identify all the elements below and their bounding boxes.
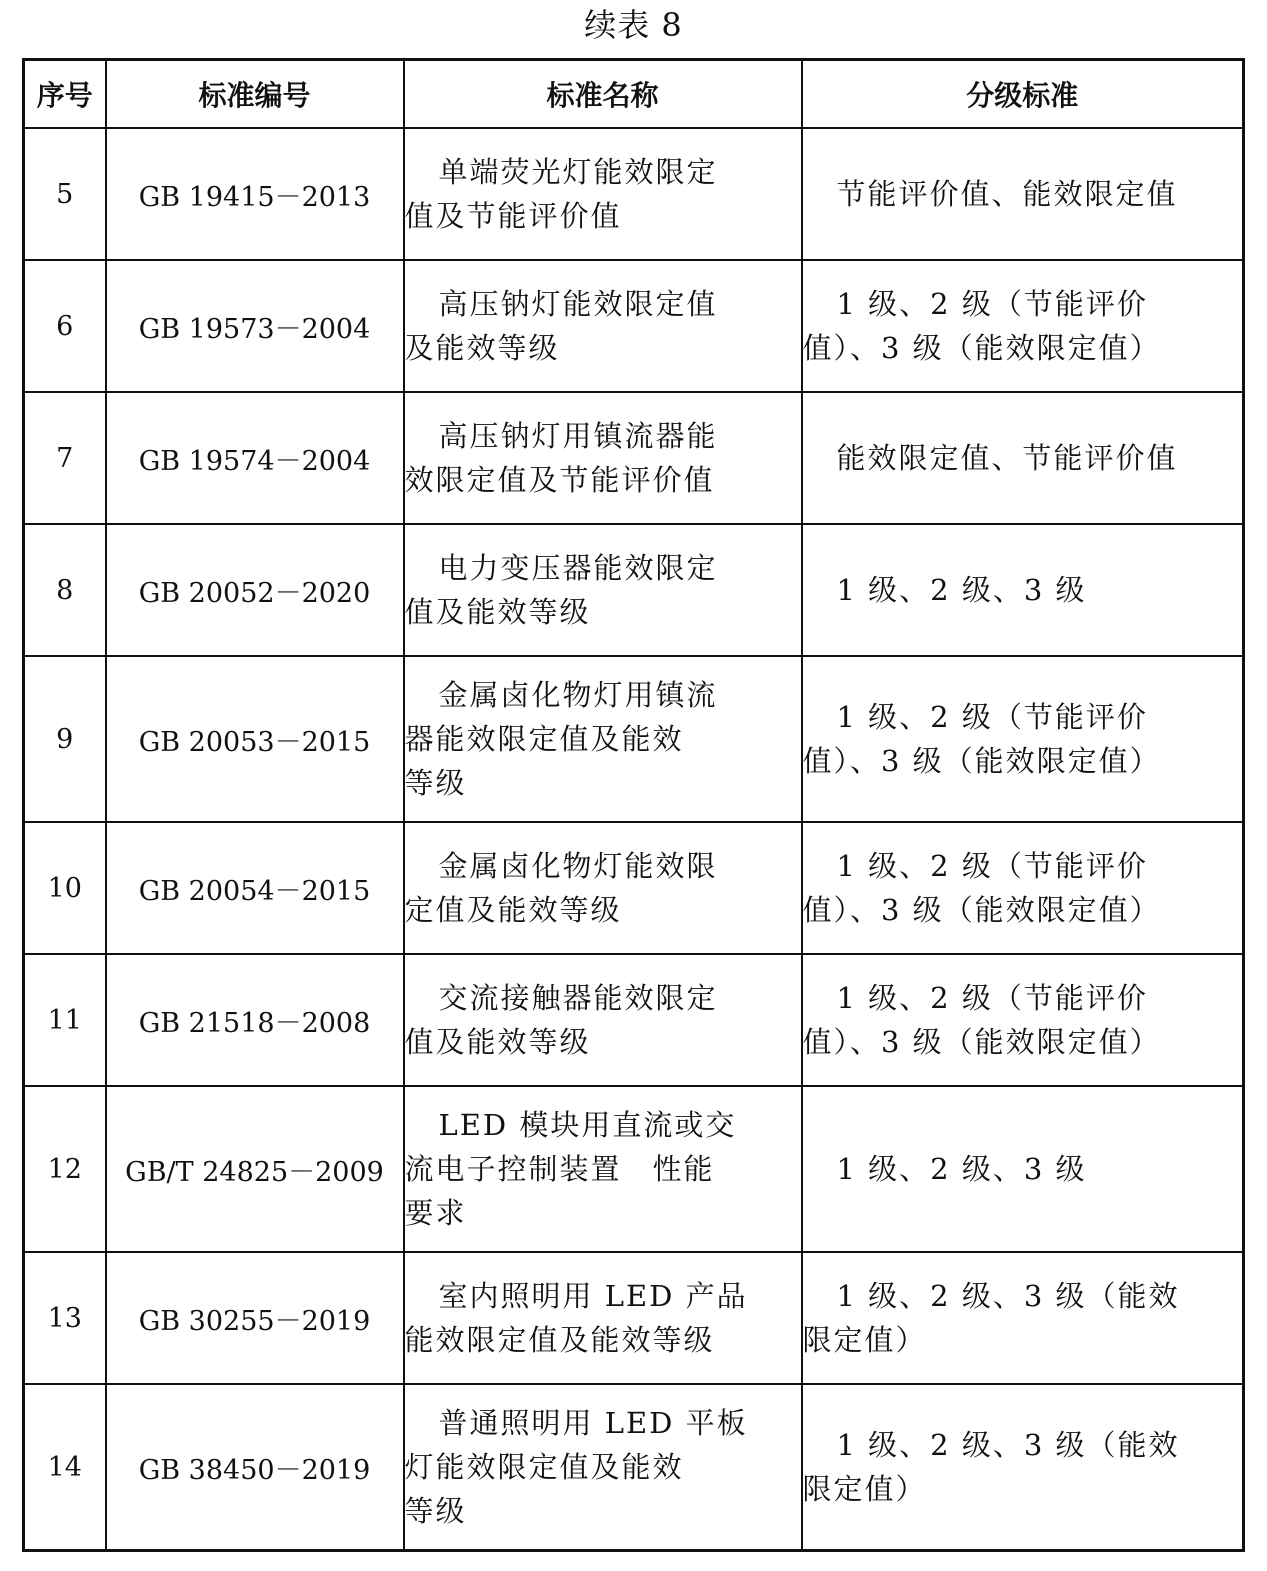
table-row xyxy=(24,822,1244,954)
row-standard-code: GB 19573－2004 xyxy=(106,260,404,392)
row-standard-name: 高压钠灯用镇流器能 效限定值及节能评价值 xyxy=(404,392,802,524)
row-serial-no: 5 xyxy=(24,128,106,260)
row-grading: 1 级、2 级（节能评价 值）、3 级（能效限定值） xyxy=(802,822,1244,954)
row-standard-code: GB 19574－2004 xyxy=(106,392,404,524)
row-standard-code: GB 38450－2019 xyxy=(106,1384,404,1551)
row-serial-no: 10 xyxy=(24,822,106,954)
table-caption: 续表 8 xyxy=(584,6,683,44)
row-grading: 1 级、2 级、3 级 xyxy=(802,1086,1244,1252)
row-grading: 1 级、2 级、3 级（能效 限定值） xyxy=(802,1384,1244,1551)
row-standard-name: 金属卤化物灯能效限 定值及能效等级 xyxy=(404,822,802,954)
table-row xyxy=(24,392,1244,524)
table-row xyxy=(24,1086,1244,1252)
row-standard-code: GB 21518－2008 xyxy=(106,954,404,1086)
table-row xyxy=(24,656,1244,822)
table-row xyxy=(24,260,1244,392)
row-serial-no: 7 xyxy=(24,392,106,524)
header-grading: 分级标准 xyxy=(802,60,1244,129)
row-grading: 1 级、2 级（节能评价 值）、3 级（能效限定值） xyxy=(802,260,1244,392)
table-row xyxy=(24,1252,1244,1384)
row-grading: 1 级、2 级、3 级（能效 限定值） xyxy=(802,1252,1244,1384)
row-standard-name: 交流接触器能效限定 值及能效等级 xyxy=(404,954,802,1086)
table-row xyxy=(24,954,1244,1086)
header-standard-code: 标准编号 xyxy=(106,60,404,129)
row-serial-no: 9 xyxy=(24,656,106,822)
row-grading: 1 级、2 级（节能评价 值）、3 级（能效限定值） xyxy=(802,954,1244,1086)
row-standard-name: LED 模块用直流或交 流电子控制装置 性能 要求 xyxy=(404,1086,802,1252)
row-standard-name: 普通照明用 LED 平板 灯能效限定值及能效 等级 xyxy=(404,1384,802,1551)
row-grading: 1 级、2 级、3 级 xyxy=(802,524,1244,656)
row-serial-no: 14 xyxy=(24,1384,106,1551)
row-serial-no: 11 xyxy=(24,954,106,1086)
row-standard-code: GB 30255－2019 xyxy=(106,1252,404,1384)
table-header-row xyxy=(24,60,1244,129)
row-standard-code: GB 20052－2020 xyxy=(106,524,404,656)
row-standard-name: 金属卤化物灯用镇流 器能效限定值及能效 等级 xyxy=(404,656,802,822)
standards-table xyxy=(22,58,1245,1552)
row-serial-no: 12 xyxy=(24,1086,106,1252)
row-standard-name: 电力变压器能效限定 值及能效等级 xyxy=(404,524,802,656)
row-grading: 节能评价值、能效限定值 xyxy=(802,128,1244,260)
table-row xyxy=(24,128,1244,260)
row-grading: 能效限定值、节能评价值 xyxy=(802,392,1244,524)
row-serial-no: 6 xyxy=(24,260,106,392)
row-grading: 1 级、2 级（节能评价 值）、3 级（能效限定值） xyxy=(802,656,1244,822)
row-standard-name: 室内照明用 LED 产品 能效限定值及能效等级 xyxy=(404,1252,802,1384)
table-row xyxy=(24,1384,1244,1551)
header-standard-name: 标准名称 xyxy=(404,60,802,129)
row-standard-name: 单端荧光灯能效限定 值及节能评价值 xyxy=(404,128,802,260)
row-standard-code: GB 20053－2015 xyxy=(106,656,404,822)
row-standard-name: 高压钠灯能效限定值 及能效等级 xyxy=(404,260,802,392)
row-standard-code: GB 19415－2013 xyxy=(106,128,404,260)
table-row xyxy=(24,524,1244,656)
row-standard-code: GB 20054－2015 xyxy=(106,822,404,954)
header-serial-no: 序号 xyxy=(24,60,106,129)
row-serial-no: 8 xyxy=(24,524,106,656)
row-serial-no: 13 xyxy=(24,1252,106,1384)
row-standard-code: GB/T 24825－2009 xyxy=(106,1086,404,1252)
